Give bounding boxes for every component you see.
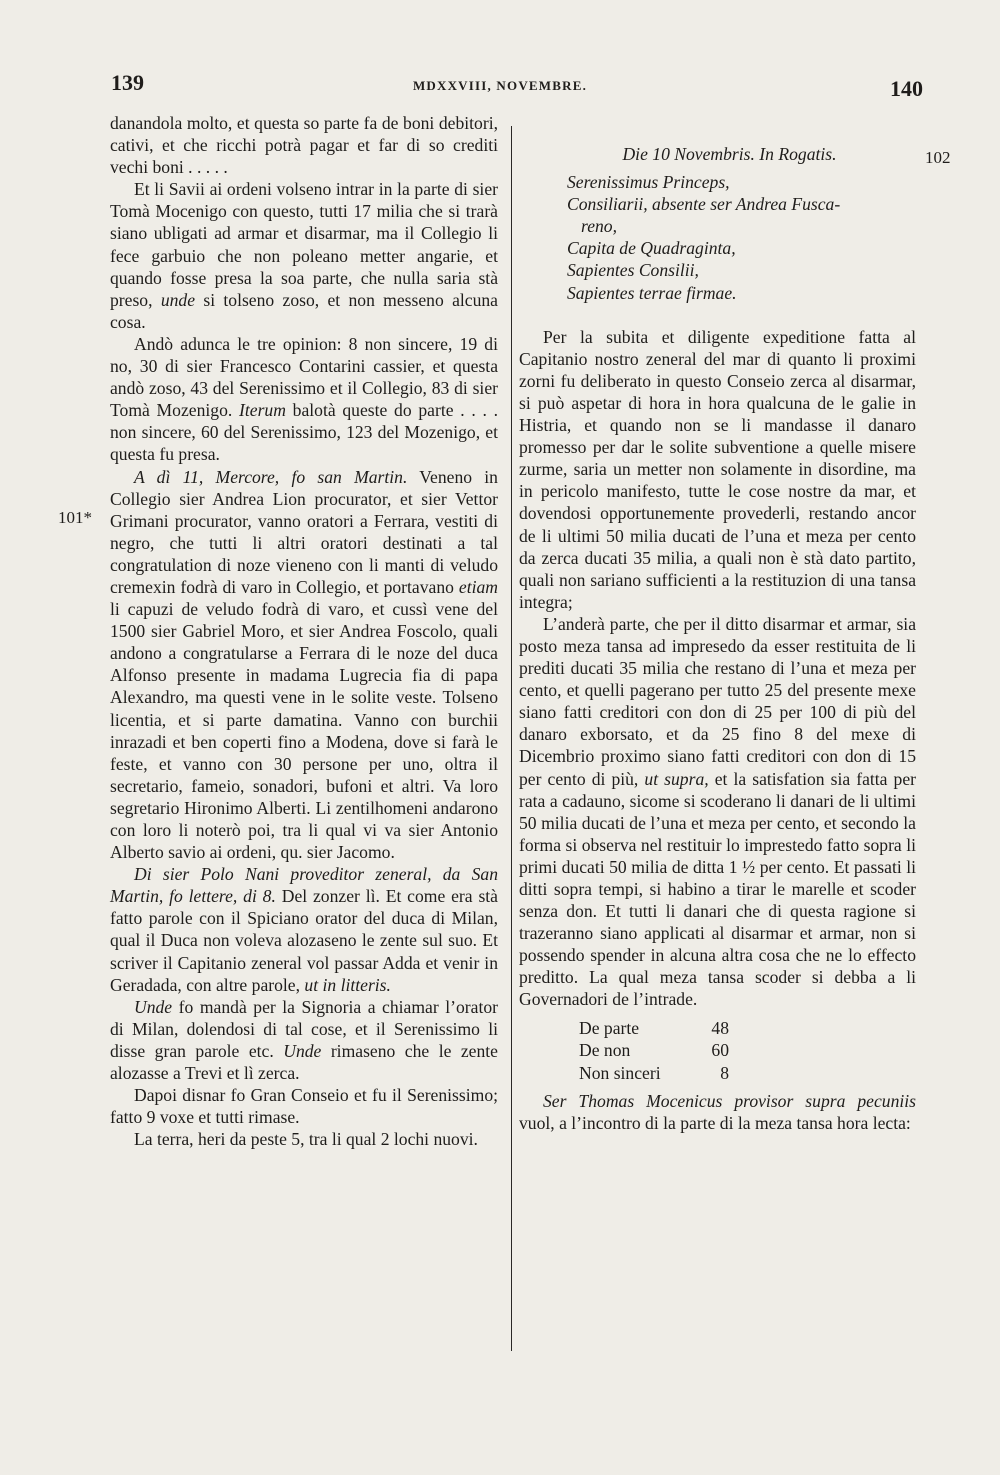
page-number-right: 140 [890,76,923,101]
margin-note-right: 102 [925,148,951,167]
paragraph [519,613,916,1011]
paragraph: danandola molto, et questa so parte fa de boni debitori, cativi, et che ricchi potrà pagar et far di so crediti vechi boni . . . . . [110,113,498,178]
italic-term: etiam [458,576,498,597]
margin-note-left: 101* [58,508,92,527]
addressee-line: Consiliarii, absente ser Andrea Fusca- [567,194,841,215]
text-run: L’anderà parte, che per il ditto disarmar et armar, sia posto meza tansa ad impresedo da esser restituita de li prediti ducati 35 milia che restano di l’una et meza per cento, et quelli pagerano per tutto 25 del presente mexe siano fatti creditori con don di 25 per 100 di più del danaro exborsato, et da 25 fino 8 del mexe di Dicembrio proximo siano fatti creditori con don di 15 per cento di più, [519,613,916,789]
italic-term: ut in litteris. [304,974,391,995]
text-run: rimaseno che le zente alozasse a Trevi et lì zerca. [110,1040,498,1084]
vote-table [579,1017,729,1085]
paragraph [110,466,498,864]
italic-term: Unde [134,996,173,1017]
paragraph: La terra, heri da peste 5, tra li qual 2 lochi nuovi. [134,1129,478,1150]
column-divider [511,126,512,1351]
text-run: et la satisfation sia fatta per rata a cadauno, sicome si scoderano li danari de li ultimi 50 milia ducati de l’una et meza per cento, et secondo la forma si observa nel restituir lo imprestedo fatto sopra li primi ducati 50 milia de ditta 1 ½ per cento. Et passati li ditti sopra tempi, si habino a tirar le marelle et scoder senza don. Et tutti li danari che di questa ragione si trazeranno siano applicati al disarmar et armar, non si possendo spender in alcuna altra cosa che ne lo effecto preditto. La qual meza tansa scoder si debba a li Governadori de l’intrade. [519,768,917,1010]
vote-label: De non [579,1040,631,1061]
paragraph [110,333,498,466]
text-run: si tolseno zoso, et non messeno alcuna cosa. [110,289,498,332]
paragraph: Dapoi disnar fo Gran Conseio et fu il Serenissimo; fatto 9 voxe et tutti rimase. [110,1085,498,1128]
addressee-line: Serenissimus Princeps, [567,172,730,193]
vote-row [579,1062,729,1085]
paragraph [110,996,498,1084]
right-column [519,143,916,1134]
page-number-left: 139 [111,70,144,95]
paragraph [110,178,498,333]
entry-heading: A dì 11, Mercore, fo san Martin. [134,466,408,487]
vote-row [579,1039,729,1062]
text-run: li capuzi de veludo fodrà di varo, et cussì vene del 1500 sier Gabriel Moro, et sier Andrea Foscolo, quali andono a congratularse a Ferrara di le noze del duca Alfonso presente in madama Lugrecia fia di papa Alexandro, ma questi vene in le solite veste. Tolseno licentia, et si parte damatina. Vanno con burchii inrazadi et ben coperti fino a Modena, dove si farà le feste, et vanno con 30 persone per uno, oltra il secretario, fameio, sonadori, bufoni et altri. Va loro segretario Hironimo Alberti. Li zentilhomeni andarono con loro li noterò poi, tra li qual vi va sier Antonio Alberto savio ai ordeni, qu. sier Jacomo. [110,599,498,863]
paragraph: Per la subita et diligente expeditione fatta al Capitanio nostro zeneral del mar di quanto li proximi zorni fu deliberato in questo Conseio zerca al disarmar, si può aspetar di hora in hora qualcuna de le galie in Histria, et quando non se li mandasse il danaro promesso per dar le solite subventione a quelle misere zurme, saria un metter non solamente in disordine, ma in pericolo manifesto, tutte le cose nostre da mar, et dovendosi opportunemente provederli, restando ancor de li ultimi 50 milia ducati de l’una et meza per cento da zerca ducati 35 milia, a quali non è stà dato partito, quali non sariano sufficienti a la restituzion di una tansa integra; [519,326,916,612]
italic-term: Unde [283,1040,322,1061]
vote-count: 48 [711,1017,729,1038]
left-column [110,112,498,1150]
running-head: MDXXVIII, NOVEMBRE. [412,78,588,93]
text-run: Veneno in Collegio sier Andrea Lion procurator, et sier Vettor Grimani procurator, vanno oratori a Ferrara, vestiti di negro, che tutti li altri oratori destinati a tal congratulation di noze vieneno con li manti di veludo cremexin fodrà di varo in Collegio, et portavano [110,466,498,597]
vote-label: Non sinceri [579,1062,661,1083]
text-run: balotà queste do parte . . . . non sincere, 60 del Serenissimo, 123 del Mozenigo, et questa fu presa. [110,400,499,465]
text-run: Et li Savii ai ordeni volseno intrar in la parte di sier Tomà Mocenigo con questo, tutti 17 milia che si trarà siano ubligati ad armar et disarmar, ma il Collegio li fece garbuio che non poleano metter angarie, et quando fosse presa la soa parte, che nulla saria stà preso, [110,179,498,310]
addressee-line: Sapientes terrae firmae. [567,282,737,303]
text-run: fo mandà per la Signoria a chiamar l’orator di Milan, dolendosi di tal cose, et il Serenissimo li disse gran parole etc. [110,996,498,1061]
italic-term: Iterum [239,400,286,421]
text-run: Andò adunca le tre opinion: 8 non sincere, 19 di no, 30 di sier Francesco Contarini cassier, et questa andò zoso, 43 del Serenissimo et il Collegio, 83 di sier Tomà Mozenigo. [110,333,498,421]
page-header [0,70,1000,106]
vote-count: 60 [711,1040,729,1061]
vote-row [579,1017,729,1040]
vote-label: De parte [579,1017,640,1038]
addressee-line: Capita de Quadraginta, [567,238,736,259]
entry-heading: Ser Thomas Mocenicus provisor supra pecuniis [543,1091,916,1112]
text-run: Del zonzer lì. Et come era stà fatto parole con il Spiciano orator del duca di Milan, qual il Duca non voleva alozaseno le zente sul suo. Et scriver il Capitanio zeneral vol passar Adda et venir in Geradada, con altre parole, [110,886,498,995]
paragraph [110,863,498,996]
entry-heading: Di sier Polo Nani proveditor zeneral, da San Martin, fo lettere, di 8. [110,864,498,907]
italic-term: ut supra, [644,768,709,789]
addressee-line: reno, [581,216,617,237]
text-run: vuol, a l’incontro di la parte di la meza tansa hora lecta: [519,1113,911,1134]
addressee-line: Sapientes Consilii, [567,260,699,281]
vote-count: 8 [720,1062,729,1083]
section-heading: Die 10 Novembris. In Rogatis. [622,144,837,164]
spacer [519,304,916,326]
italic-term: unde [160,289,196,310]
paragraph [519,1090,916,1134]
